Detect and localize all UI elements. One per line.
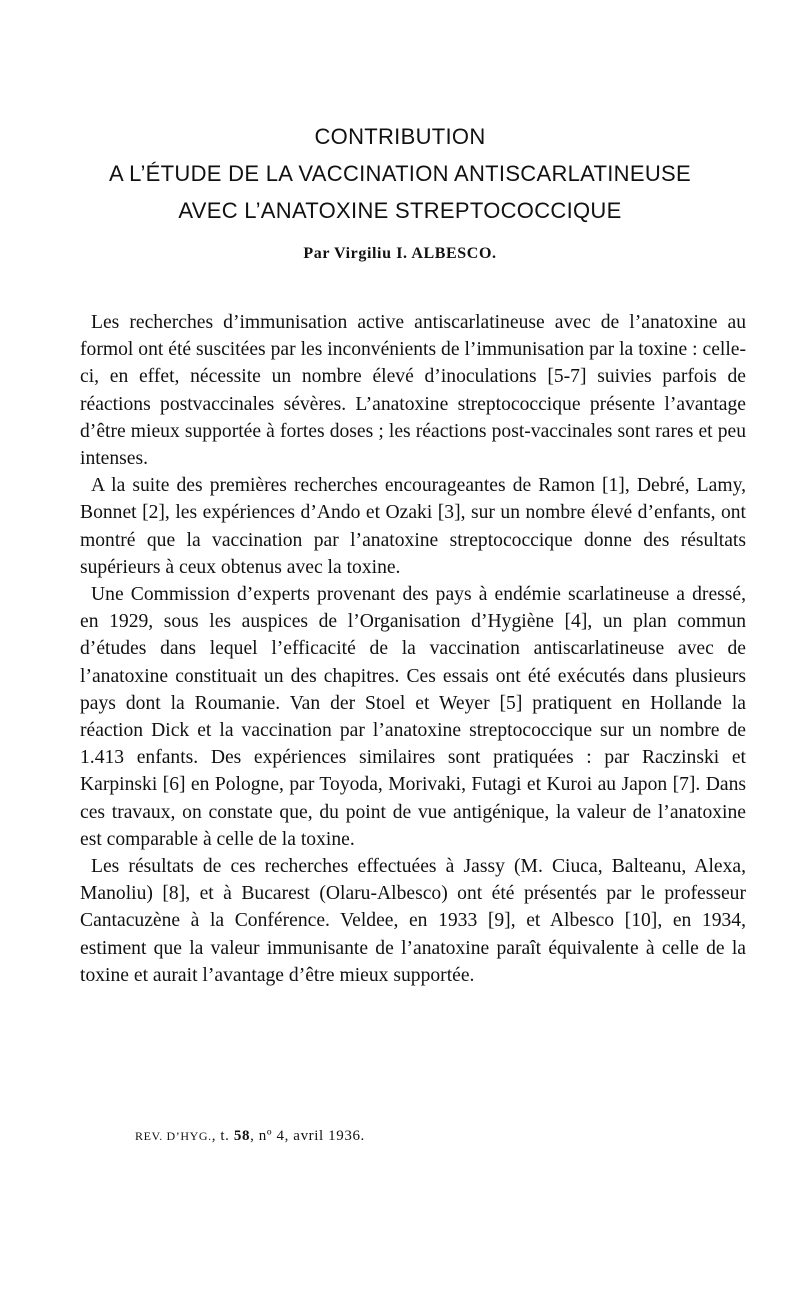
journal-name: REV. D’HYG.: [135, 1129, 212, 1143]
issue-date: , nº 4, avril 1936.: [250, 1128, 365, 1144]
title-line-2: A L’ÉTUDE DE LA VACCINATION ANTISCARLATINEUSE: [109, 161, 691, 186]
volume-prefix: , t.: [211, 1128, 230, 1144]
article-title: [40, 118, 760, 229]
journal-reference: [135, 1128, 365, 1145]
paragraph-1: Les recherches d’immunisation active antiscarlatineuse avec de l’anatoxine au formol ont été suscitées par les inconvénients de l’immunisation par la toxine : celle-ci, en effet, nécessite un nombre élevé d’inoculations [5-7] suivies parfois de réactions postvaccinales sévères. L’anatoxine streptococcique présente l’avantage d’être mieux supportée à fortes doses ; les réactions post-vaccinales sont rares et peu intenses.: [80, 312, 746, 470]
paragraph-2: A la suite des premières recherches encourageantes de Ramon [1], Debré, Lamy, Bonnet [2], les expériences d’Ando et Ozaki [3], sur un nombre élevé d’enfants, ont montré que la vaccination par l’anatoxine streptococcique donne des résultats supérieurs à ceux obtenus avec la toxine.: [80, 475, 746, 578]
title-line-1: CONTRIBUTION: [314, 124, 486, 149]
author-byline: Par Virgiliu I. ALBESCO.: [303, 245, 497, 262]
paragraph-4: Les résultats de ces recherches effectuées à Jassy (M. Ciuca, Balteanu, Alexa, Manoliu) [8], et à Bucarest (Olaru-Albesco) ont été présentés par le professeur Cantacuzène à la Conférence. Veldee, en 1933 [9], et Albesco [10], en 1934, estiment que la valeur immunisante de l’anatoxine paraît équivalente à celle de la toxine et aurait l’avantage d’être mieux supportée.: [80, 856, 746, 986]
volume-number: 58: [233, 1128, 251, 1144]
paragraph-3: Une Commission d’experts provenant des pays à endémie scarlatineuse a dressé, en 1929, sous les auspices de l’Organisation d’Hygiène [4], un plan commun d’études dans lequel l’efficacité de la vaccination antiscarlatineuse avec de l’anatoxine constituait un des chapitres. Ces essais ont été exécutés dans plusieurs pays dont la Roumanie. Van der Stoel et Weyer [5] pratiquent en Hollande la réaction Dick et la vaccination par l’anatoxine streptococcique sur un nombre de 1.413 enfants. Des expériences similaires sont pratiquées : par Raczinski et Karpinski [6] en Pologne, par Toyoda, Morivaki, Futagi et Kuroi au Japon [7]. Dans ces travaux, on constate que, du point de vue antigénique, la valeur de l’anatoxine est comparable à celle de la toxine.: [80, 584, 746, 850]
article-body: [80, 309, 746, 989]
title-line-3: AVEC L’ANATOXINE STREPTOCOCCIQUE: [178, 198, 622, 223]
